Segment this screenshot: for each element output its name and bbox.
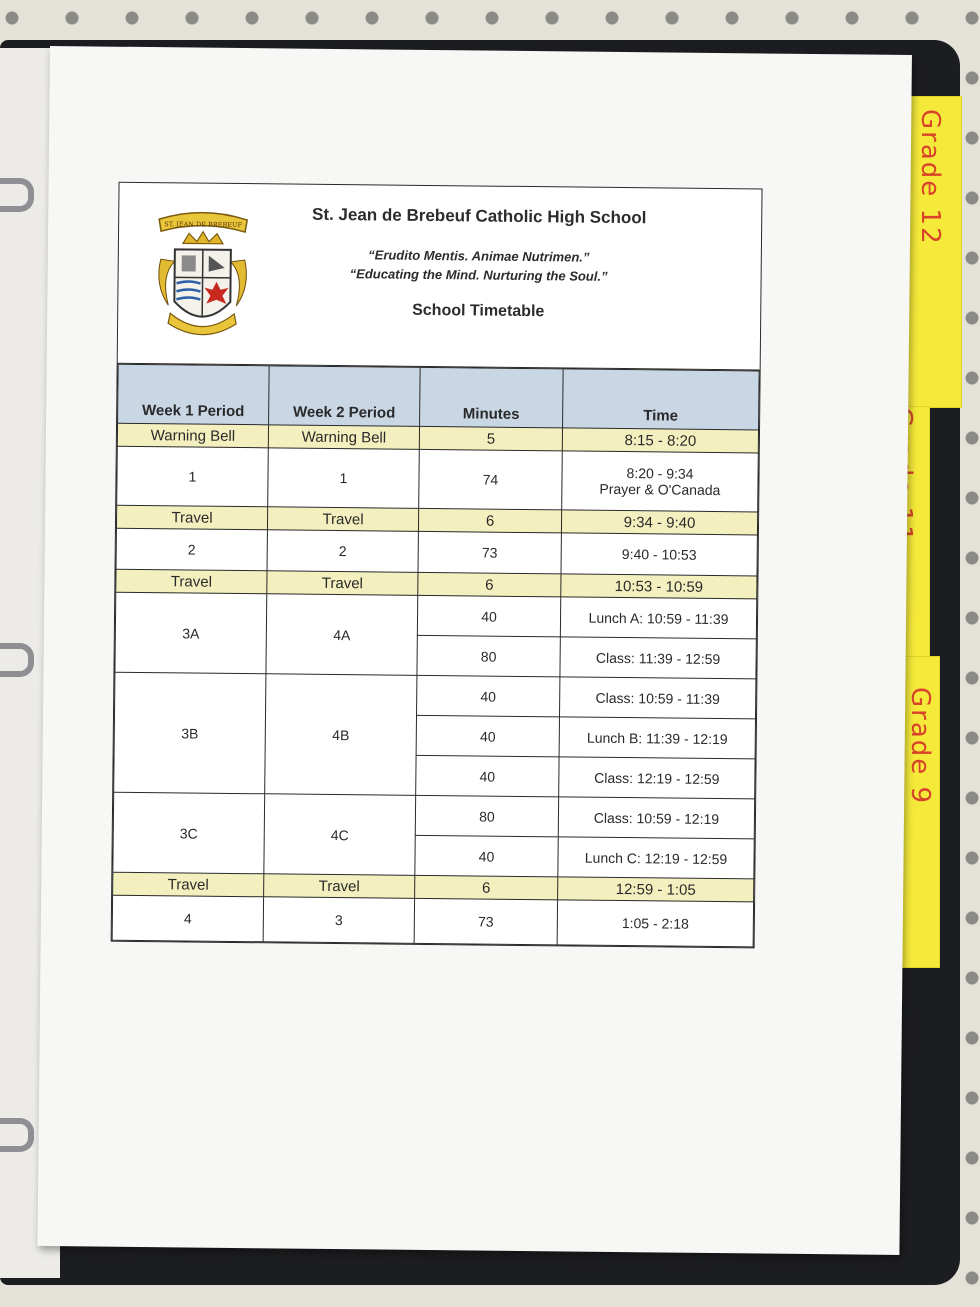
- cell-week1: Warning Bell: [117, 423, 268, 448]
- cell-week1: 3B: [114, 672, 266, 794]
- cell-week2: 4C: [264, 794, 416, 876]
- tab-grade-9-label: Grade 9: [905, 687, 935, 806]
- tab-grade-9[interactable]: [900, 656, 940, 968]
- table-row-period-4: [112, 895, 753, 947]
- cell-time: Lunch B: 11:39 - 12:19: [559, 717, 755, 759]
- motto-latin: “Erudito Mentis. Animae Nutrimen.”: [368, 247, 590, 265]
- time-note: Prayer & O'Canada: [599, 480, 721, 499]
- cell-week2: Warning Bell: [268, 425, 419, 450]
- cell-week2: Travel: [267, 507, 418, 532]
- school-name: St. Jean de Brebeuf Catholic High School: [311, 204, 647, 228]
- cell-time: 12:59 - 1:05: [558, 877, 754, 902]
- cell-minutes: 5: [419, 426, 562, 450]
- document-header: [118, 183, 762, 371]
- document-subtitle: School Timetable: [412, 301, 545, 321]
- timetable-document: [111, 182, 763, 949]
- motto-english: “Educating the Mind. Nurturing the Soul.”: [349, 266, 608, 284]
- cell-minutes: 73: [414, 898, 557, 944]
- binder-ring-icon: [0, 643, 34, 677]
- cell-week2: 4B: [265, 674, 417, 796]
- table-row-period-3a: [115, 592, 756, 639]
- cell-minutes: 73: [418, 531, 561, 573]
- cell-minutes: 6: [418, 508, 561, 532]
- cell-week1: 2: [116, 528, 267, 571]
- cell-week1: Travel: [116, 569, 267, 594]
- cell-week2: Travel: [264, 874, 415, 899]
- cell-week1: 3C: [113, 792, 265, 874]
- cell-minutes: 40: [417, 675, 560, 716]
- cell-time: 8:15 - 8:20: [562, 428, 758, 453]
- cell-time: Lunch C: 12:19 - 12:59: [558, 837, 754, 879]
- header-minutes: Minutes: [420, 367, 564, 427]
- cell-minutes: 80: [417, 635, 560, 676]
- cell-week1: 4: [112, 895, 263, 942]
- cell-time: Class: 10:59 - 11:39: [560, 677, 756, 719]
- school-crest-icon: [152, 205, 253, 342]
- cell-week1: Travel: [116, 505, 267, 530]
- header-time: Time: [563, 369, 760, 430]
- cell-minutes: 6: [418, 572, 561, 596]
- cell-week1: 3A: [115, 592, 267, 674]
- crest-banner-text: ST. JEAN DE BREBEUF: [164, 220, 243, 230]
- cell-minutes: 6: [415, 875, 558, 899]
- cell-minutes: 74: [419, 449, 563, 509]
- header-week1: Week 1 Period: [118, 364, 270, 425]
- cell-time: 9:40 - 10:53: [561, 533, 757, 576]
- binder-ring-icon: [0, 178, 34, 212]
- cell-minutes: 80: [415, 795, 558, 836]
- table-row-period-3b: [115, 672, 756, 719]
- table-row-period-2: [116, 528, 757, 576]
- cell-week2: 3: [263, 897, 414, 944]
- cell-week1: 1: [117, 446, 269, 507]
- cell-time: [562, 451, 759, 512]
- table-row-period-1: [117, 446, 759, 512]
- cell-time: Class: 12:19 - 12:59: [559, 757, 755, 799]
- timetable-table: [112, 364, 760, 948]
- time-range: 8:20 - 9:34: [626, 465, 694, 482]
- cell-week1: Travel: [113, 872, 264, 897]
- binder-ring-icon: [0, 1118, 34, 1152]
- cell-week2: 4A: [266, 594, 418, 676]
- header-week2: Week 2 Period: [269, 366, 421, 427]
- timetable-sheet: [37, 46, 912, 1255]
- cell-minutes: 40: [416, 715, 559, 756]
- cell-time: Class: 11:39 - 12:59: [560, 637, 756, 679]
- cell-minutes: 40: [415, 835, 558, 876]
- cell-time: Lunch A: 10:59 - 11:39: [560, 597, 756, 639]
- cell-week2: 1: [268, 448, 420, 509]
- cell-week2: 2: [267, 530, 418, 573]
- table-row-period-3c: [113, 792, 754, 839]
- cell-time: 9:34 - 9:40: [561, 510, 757, 535]
- table-header-row: [118, 364, 760, 430]
- school-motto: [269, 244, 689, 286]
- tab-grade-12-label: Grade 12: [915, 109, 945, 246]
- cell-week2: Travel: [267, 571, 418, 596]
- cell-time: 10:53 - 10:59: [561, 574, 757, 599]
- cell-time: 1:05 - 2:18: [557, 900, 753, 947]
- cell-minutes: 40: [417, 595, 560, 636]
- cell-minutes: 40: [416, 755, 559, 796]
- cell-time: Class: 10:59 - 12:19: [558, 797, 754, 839]
